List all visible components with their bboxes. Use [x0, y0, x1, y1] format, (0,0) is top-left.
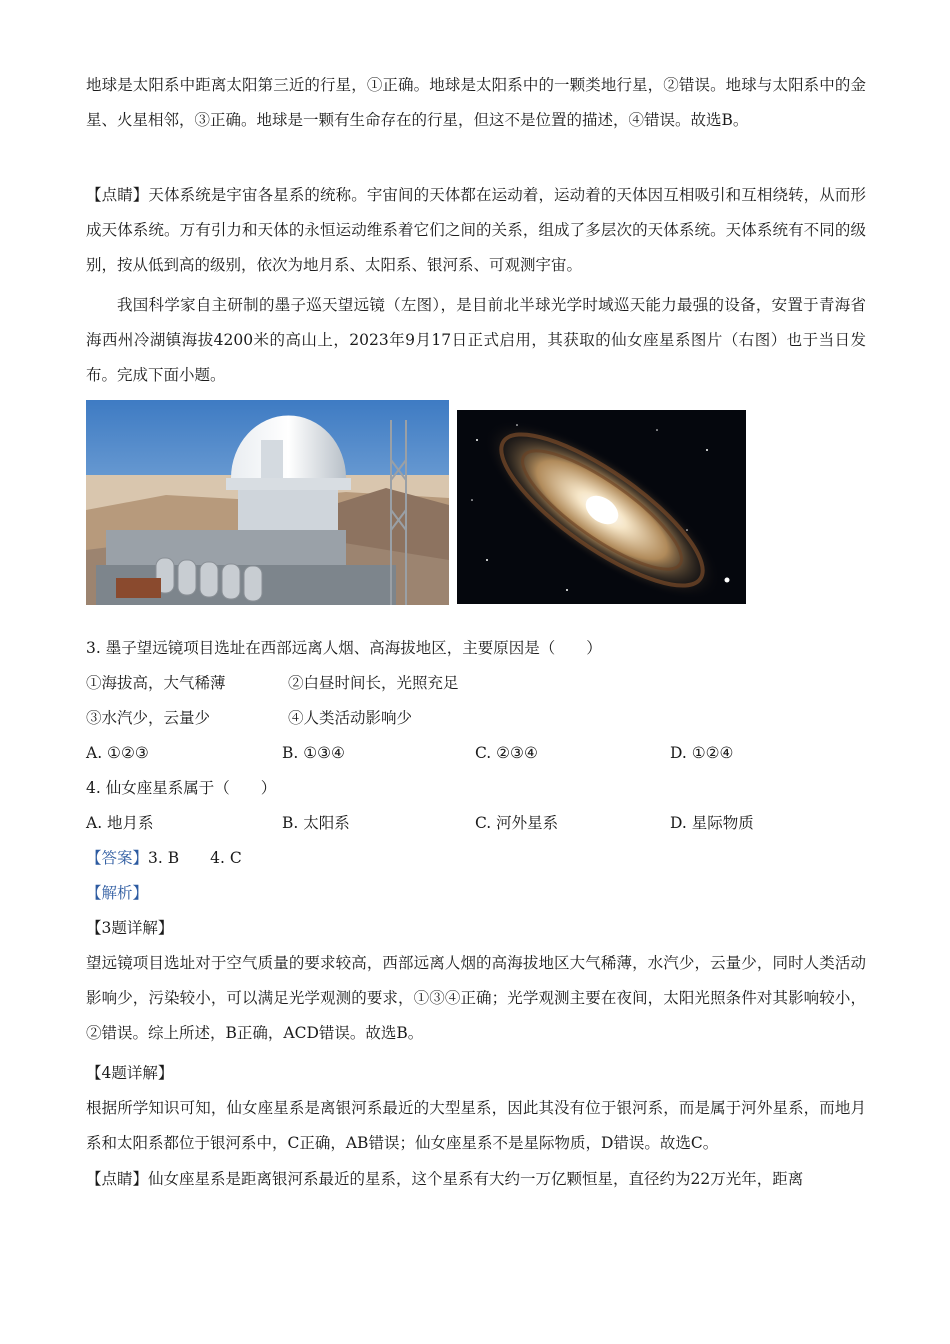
q3-detail-text: 望远镜项目选址对于空气质量的要求较高，西部远离人烟的高海拔地区大气稀薄，水汽少，云量少，同时人类活动影响少，污染较小，可以满足光学观测的要求，①③④正确；光学观测主要在夜间，太阳光照条件对其影响较小，②错误。综上所述，B正确，ACD错误。故选B。	[86, 954, 866, 1042]
q4-option-a: A. 地月系	[86, 814, 154, 832]
analysis-tag: 【解析】	[86, 884, 149, 902]
final-dianjing-tag: 【点睛】	[86, 1170, 149, 1188]
dianjing-text: 天体系统是宇宙各星系的统称。宇宙间的天体都在运动着，运动着的天体因互相吸引和互相绕转，从而形成天体系统。万有引力和天体的永恒运动维系着它们之间的关系，组成了多层次的天体系统。天体系统有不同的级别，按从低到高的级别，依次为地月系、太阳系、银河系、可观测宇宙。	[86, 186, 866, 274]
q3-statement-3: ③水汽少，云量少	[86, 709, 211, 727]
q3-option-a: A. ①②③	[86, 744, 149, 762]
q3-option-d: D. ①②④	[670, 744, 734, 762]
intro-paragraph: 地球是太阳系中距离太阳第三近的行星，①正确。地球是太阳系中的一颗类地行星，②错误。地球与太阳系中的金星、火星相邻，③正确。地球是一颗有生命存在的行星，但这不是位置的描述，④错误。故选B。	[86, 76, 866, 129]
q3-detail-title: 【3题详解】	[86, 919, 174, 937]
q4-stem: 4. 仙女座星系属于（ ）	[86, 779, 277, 797]
q4-option-d: D. 星际物质	[670, 814, 754, 832]
answer-tag: 【答案】	[86, 849, 149, 867]
q3-statement-2: ②白昼时间长，光照充足	[288, 674, 459, 692]
dianjing-paragraph-1	[86, 178, 866, 283]
answer-line	[86, 846, 242, 870]
q4-detail-text: 根据所学知识可知，仙女座星系是离银河系最近的大型星系，因此其没有位于银河系，而是属于河外星系，而地月系和太阳系都位于银河系中，C正确，AB错误；仙女座星系不是星际物质，D错误。故选C。	[86, 1099, 866, 1152]
andromeda-galaxy-image	[457, 410, 746, 604]
q4-option-b: B. 太阳系	[282, 814, 350, 832]
telescope-dome-image	[86, 400, 449, 605]
q4-detail-title: 【4题详解】	[86, 1064, 174, 1082]
q3-stem: 3. 墨子望远镜项目选址在西部远离人烟、高海拔地区，主要原因是（ ）	[86, 639, 602, 657]
telescope-photo	[86, 400, 449, 605]
q3-statement-4: ④人类活动影响少	[288, 709, 413, 727]
q3-option-c: C. ②③④	[475, 744, 538, 762]
dianjing-tag: 【点睛】	[86, 186, 149, 204]
galaxy-photo	[457, 410, 746, 604]
q3-option-b: B. ①③④	[282, 744, 345, 762]
q3-statement-1: ①海拔高，大气稀薄	[86, 674, 226, 692]
final-dianjing-text: 仙女座星系是距离银河系最近的星系，这个星系有大约一万亿颗恒星，直径约为22万光年，距离	[148, 1170, 804, 1188]
material-paragraph: 我国科学家自主研制的墨子巡天望远镜（左图），是目前北半球光学时域巡天能力最强的设备，安置于青海省海西州冷湖镇海拔4200米的高山上，2023年9月17日正式启用，其获取的仙女座星系图片（右图）也于当日发布。完成下面小题。	[86, 296, 866, 384]
answer-text: 3. B 4. C	[148, 849, 242, 867]
q4-option-c: C. 河外星系	[475, 814, 559, 832]
final-dianjing-paragraph	[86, 1162, 866, 1197]
